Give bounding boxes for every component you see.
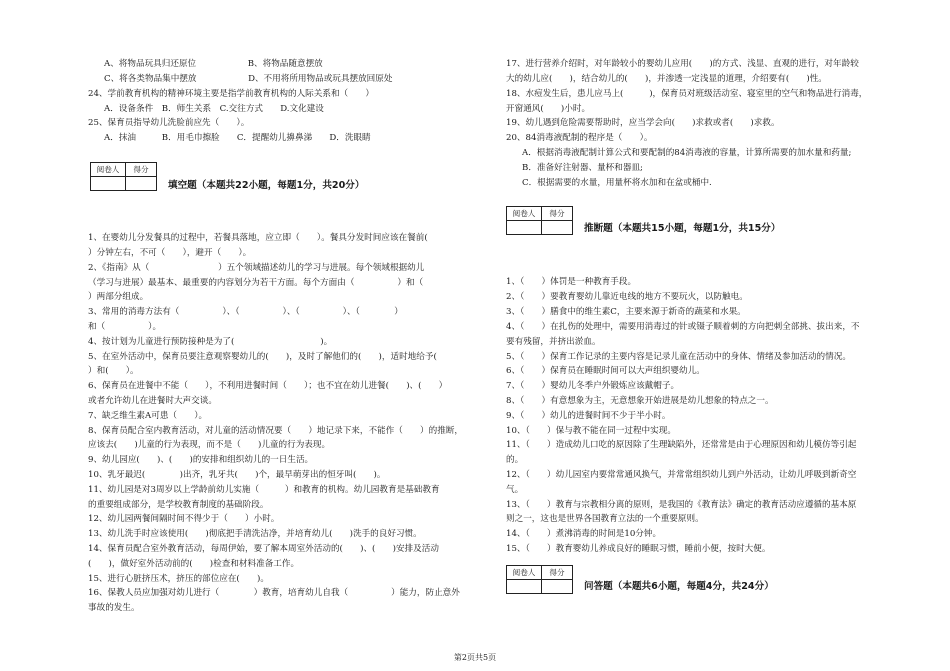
question-line: 13、幼儿洗手时应该使用( )彻底把手清洗洁净，并培育幼儿( )洗手的良好习惯。 xyxy=(88,529,422,539)
question-line: A．根据消毒液配制计算公式和要配制的84消毒液的容量，计算所需要的加水量和药量; xyxy=(522,148,852,158)
grader-cell xyxy=(91,177,126,190)
question-line: 10、乳牙最迟( )出齐，乳牙共( )个，最早萌芽出的恒牙叫( )。 xyxy=(88,470,386,480)
question-line: 5、在室外活动中，保育员要注意观察婴幼儿的( )，及时了解他们的( )，适时地给予( xyxy=(88,352,437,362)
question-line: 15、进行心脏挤压术，挤压的部位应在( )。 xyxy=(88,574,269,584)
question-line: （学习与进展）最基本、最重要的内容划分为若干方面。每个方面由（ ）和（ xyxy=(88,278,424,288)
question-line: 16、保教人员应加强对幼儿进行（ ）教育，培育幼儿自我（ ）能力，防止意外 xyxy=(88,588,460,598)
question-line: 要有残留，并挤出淤血。 xyxy=(506,337,601,347)
question-line: A．设备条件 B．师生关系 C.交往方式 D.文化建设 xyxy=(104,104,324,114)
question-line: 9、（ ）幼儿的进餐时间不少于半小时。 xyxy=(506,411,671,421)
question-line: 开窗通风( )小时。 xyxy=(506,104,591,114)
question-line: 则之一，这也是世界各国教育立法的一个重要原则。 xyxy=(506,514,704,524)
grader-label: 阅卷人 xyxy=(507,566,542,579)
question-line: 11、（ ）造成幼儿口吃的原因除了生理缺陷外，还常常是由于心理原因和幼儿模仿等引起 xyxy=(506,440,857,450)
score-cell xyxy=(542,580,572,593)
question-line: 8、（ ）有意想象为主，无意想象开始进展是幼儿想象的特点之一。 xyxy=(506,396,774,406)
question-line: C．根据需要的水量，用量杯将水加和在盆或桶中. xyxy=(522,178,712,188)
question-line: 24、学前教育机构的精神环境主要是指学前教育机构的人际关系和（ ） xyxy=(88,89,374,99)
question-line: 4、（ ）在扎伤的处理中，需要用消毒过的针或镊子顺着刺的方向把刺全部挑、拔出来，不 xyxy=(506,322,860,332)
question-line: 3、常用的消毒方法有（ ）、（ ）、（ ）、（ ） xyxy=(88,307,403,317)
question-line: 气。 xyxy=(506,485,524,495)
grader-cell xyxy=(507,221,542,234)
question-line: 5、（ ）保育工作记录的主要内容是记录儿童在活动中的身体、情绪及参加活动的情况。 xyxy=(506,352,851,362)
score-label: 得分 xyxy=(133,165,149,174)
question-line: 12、幼儿园两餐间隔时间不得少于（ ）小时。 xyxy=(88,514,280,524)
question-line: B．准备好注射器、量杯和器皿; xyxy=(522,163,643,173)
section-title: 问答题（本题共6小题，每题4分，共24分） xyxy=(584,581,774,592)
question-line: 7、缺乏维生素A可患（ ）。 xyxy=(88,411,208,421)
section-title: 推断题（本题共15小题，每题1分，共15分） xyxy=(584,223,781,234)
question-line: 7、（ ）婴幼儿冬季户外锻炼应该戴帽子。 xyxy=(506,381,680,391)
score-cell xyxy=(542,221,572,234)
section-title: 填空题（本题共22小题，每题1分，共20分） xyxy=(168,180,365,191)
question-line: 17、进行营养介绍时，对年龄较小的婴幼儿应用( )的方式、浅显、直观的进行，对年龄较 xyxy=(506,59,859,69)
score-box xyxy=(90,162,157,191)
question-line: 1、在婴幼儿分发餐具的过程中，若餐具落地，应立即（ ）。餐具分发时间应该在餐前( xyxy=(88,233,428,243)
question-line: 的重要组成部分，是学校教育制度的基础阶段。 xyxy=(88,500,269,510)
question-line: 2、（ ）要教育婴幼儿靠近电线的地方不要玩火，以防触电。 xyxy=(506,292,748,302)
question-line: 15、（ ）教育婴幼儿养成良好的睡眠习惯，睡前小便，按时大便。 xyxy=(506,544,771,554)
question-line: 13、（ ）教育与宗教相分离的原则，是我国的《教育法》确定的教育活动应遵循的基本原 xyxy=(506,500,857,510)
question-line: 25、保育员指导幼儿洗脸前应先（ ）。 xyxy=(88,118,250,128)
question-line: 4、按计划为儿童进行预防接种是为了( )。 xyxy=(88,337,333,347)
grader-label: 阅卷人 xyxy=(91,163,126,176)
score-label: 得分 xyxy=(549,568,565,577)
grader-label: 阅卷人 xyxy=(507,207,542,220)
question-line: 11、幼儿园是对3周岁以上学龄前幼儿实施（ ）和教育的机构。幼儿园教育是基础教育 xyxy=(88,485,440,495)
question-line: 9、幼儿园应( )、( )的安排和组织幼儿的一日生活。 xyxy=(88,455,314,465)
question-line: A．抹油 B．用毛巾擦脸 C．提醒幼儿擤鼻涕 D．洗眼睛 xyxy=(104,133,371,143)
question-line: 19、幼儿遇到危险需要帮助时，应当学会向( )求救或者( )求救。 xyxy=(506,118,780,128)
question-line: 的。 xyxy=(506,455,524,465)
question-line: 14、保育员配合室外教育活动，每周伊始，要了解本周室外活动的( )、( )安排及活动 xyxy=(88,544,439,554)
question-line: 6、保育员在进餐中不能（ ），不利用进餐时间（ ）；也不宜在幼儿进餐( )、( ） xyxy=(88,381,448,391)
question-line: 应该去( )儿童的行为表现，而不是（ )儿童的行为表现。 xyxy=(88,440,331,450)
question-line: ( )，做好室外活动前的( )检查和材料准备工作。 xyxy=(88,559,300,569)
grader-cell xyxy=(507,580,542,593)
score-box xyxy=(506,206,573,235)
question-line: 10、（ ）保与教不能在同一过程中实现。 xyxy=(506,426,676,436)
question-line: 18、水痘发生后，患儿应马上( )，保育员对班级活动室、寝室里的空气和物品进行消毒， xyxy=(506,89,868,99)
question-line: 1、（ ）体罚是一种教育手段。 xyxy=(506,277,637,287)
question-line: C、将各类物品集中摆放 D、不用将所用物品或玩具摆放回原处 xyxy=(104,74,393,84)
question-line: 事故的发生。 xyxy=(88,603,140,613)
question-line: ）两部分组成。 xyxy=(88,292,149,302)
question-line: 8、保育员配合室内教育活动，对儿童的活动情况要（ ）地记录下来，不能作（ ）的推断， xyxy=(88,426,464,436)
score-cell xyxy=(126,177,156,190)
question-line: 3、（ ）膳食中的维生素C，主要来源于新奇的蔬菜和水果。 xyxy=(506,307,746,317)
score-box xyxy=(506,565,573,594)
page-number: 第2页共5页 xyxy=(453,653,497,662)
question-line: 6、（ ）保育员在睡眠时间可以大声组织婴幼儿。 xyxy=(506,366,705,376)
question-line: 2、《指南》从（ ）五个领域描述幼儿的学习与进展。每个领域根据幼儿 xyxy=(88,263,425,273)
question-line: 大的幼儿应( )，结合幼儿的( )，并渗透一定浅显的道理，介绍要有( )性。 xyxy=(506,74,827,84)
question-line: 和（ ）。 xyxy=(88,322,162,332)
score-label: 得分 xyxy=(549,209,565,218)
question-line: A、将物品玩具归还原位 B、将物品随意摆放 xyxy=(104,59,323,69)
question-line: ）分钟左右，不可（ ），避开（ ）。 xyxy=(88,248,252,258)
question-line: 14、（ ）煮沸消毒的时间是10分钟。 xyxy=(506,529,662,539)
question-line: 或者允许幼儿在进餐时大声交谈。 xyxy=(88,396,217,406)
question-line: 20、84消毒液配制的程序是（ ）。 xyxy=(506,133,653,143)
question-line: ）和( ）。 xyxy=(88,366,139,376)
question-line: 12、（ ）幼儿园室内要常常通风换气，并常常组织幼儿到户外活动，让幼儿呼吸到新奇空 xyxy=(506,470,857,480)
